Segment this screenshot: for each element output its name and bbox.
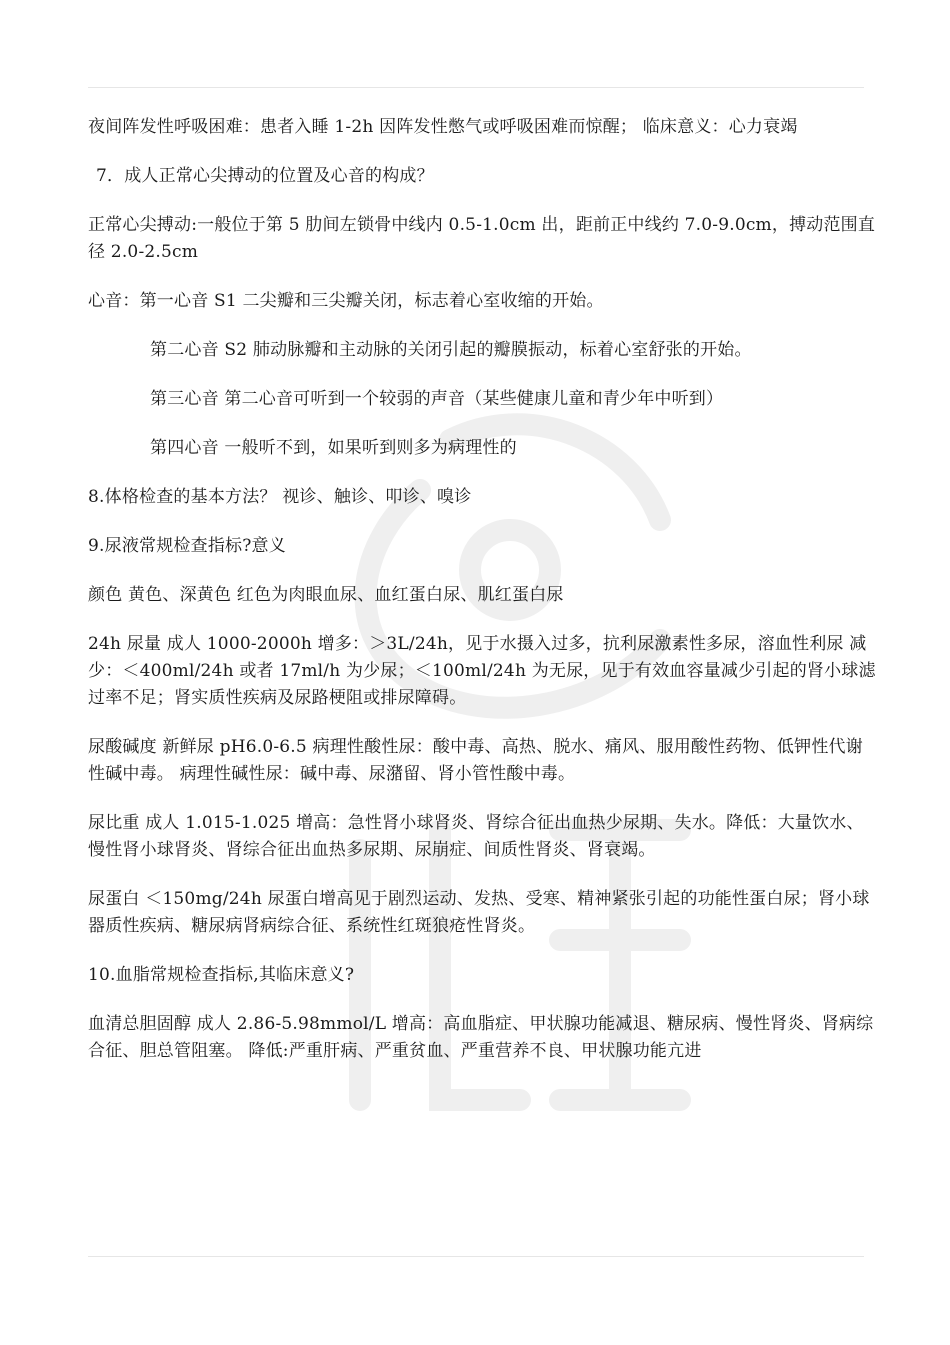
document-body [88, 114, 878, 1087]
paragraph-heart-sound-s3: 第三心音 第二心音可听到一个较弱的声音（某些健康儿童和青少年中听到） [150, 389, 724, 409]
question-9-heading: 9.尿液常规检查指标?意义 [88, 536, 286, 556]
paragraph-urine-volume: 24h 尿量 成人 1000-2000h 增多：＞3L/24h，见于水摄入过多，抗利尿激素性多尿，溶血性利尿 减少：＜400ml/24h 或者 17ml/h 为少尿；＜100ml/24h 为无尿，见于有效血容量减少引起的肾小球滤过率不足；肾实质性疾病及尿路梗阻或排尿障碍。 [88, 634, 876, 708]
paragraph-urine-specific-gravity: 尿比重 成人 1.015-1.025 增高：急性肾小球肾炎、肾综合征出血热少尿期、失水。降低：大量饮水、慢性肾小球肾炎、肾综合征出血热多尿期、尿崩症、间质性肾炎、肾衰竭。 [88, 813, 864, 860]
paragraph-heart-sound-s2: 第二心音 S2 肺动脉瓣和主动脉的关闭引起的瓣膜振动，标着心室舒张的开始。 [150, 340, 752, 360]
paragraph-urine-color: 颜色 黄色、深黄色 红色为肉眼血尿、血红蛋白尿、肌红蛋白尿 [88, 585, 564, 605]
paragraph-apex-beat: 正常心尖搏动:一般位于第 5 肋间左锁骨中线内 0.5-1.0cm 出，距前正中线约 7.0-9.0cm，搏动范围直径 2.0-2.5cm [88, 215, 876, 262]
paragraph-serum-cholesterol: 血清总胆固醇 成人 2.86-5.98mmol/L 增高：高血脂症、甲状腺功能减退、糖尿病、慢性肾炎、肾病综合征、胆总管阻塞。 降低:严重肝病、严重贫血、严重营养不良、甲状腺功能亢进 [88, 1014, 874, 1061]
question-8-heading: 8.体格检查的基本方法？ 视诊、触诊、叩诊、嗅诊 [88, 487, 472, 507]
paragraph-urine-protein: 尿蛋白 ＜150mg/24h 尿蛋白增高见于剧烈运动、发热、受寒、精神紧张引起的功能性蛋白尿；肾小球器质性疾病、糖尿病肾病综合征、系统性红斑狼疮性肾炎。 [88, 889, 870, 936]
question-7-heading: 7．成人正常心尖搏动的位置及心音的构成？ [96, 166, 434, 186]
paragraph-nocturnal-dyspnea: 夜间阵发性呼吸困难：患者入睡 1-2h 因阵发性憋气或呼吸困难而惊醒； 临床意义：心力衰竭 [88, 117, 798, 137]
question-10-heading: 10.血脂常规检查指标,其临床意义? [88, 965, 355, 985]
paragraph-heart-sound-s4: 第四心音 一般听不到，如果听到则多为病理性的 [150, 438, 517, 458]
bottom-divider [88, 1256, 864, 1257]
paragraph-heart-sound-s1: 心音：第一心音 S1 二尖瓣和三尖瓣关闭，标志着心室收缩的开始。 [88, 291, 604, 311]
top-divider [88, 87, 864, 88]
paragraph-urine-ph: 尿酸碱度 新鲜尿 pH6.0-6.5 病理性酸性尿：酸中毒、高热、脱水、痛风、服用酸性药物、低钾性代谢性碱中毒。 病理性碱性尿：碱中毒、尿潴留、肾小管性酸中毒。 [88, 737, 863, 784]
